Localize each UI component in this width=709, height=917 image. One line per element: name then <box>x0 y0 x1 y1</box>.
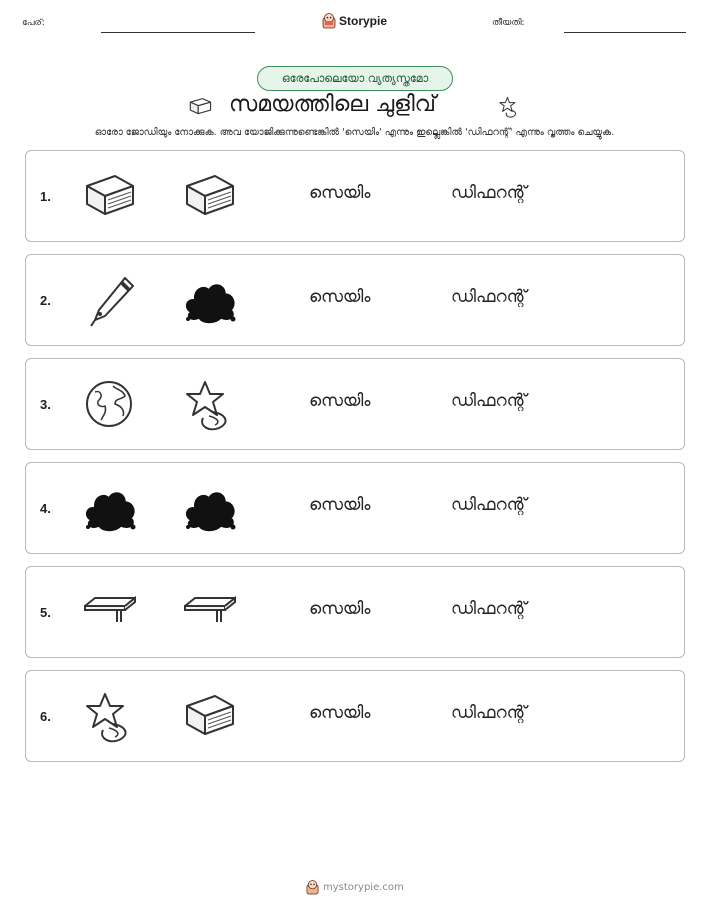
shooting-star-icon <box>181 376 237 432</box>
date-field[interactable] <box>564 32 686 33</box>
pair-number: 4. <box>40 501 51 516</box>
pair-card <box>25 462 685 554</box>
book-icon <box>81 168 137 224</box>
pair-card <box>25 358 685 450</box>
pair-number: 6. <box>40 709 51 724</box>
book-icon <box>181 168 237 224</box>
pair-number: 5. <box>40 605 51 620</box>
date-label: തീയതി: <box>492 18 525 28</box>
different-option[interactable]: ഡിഫറന്റ് <box>451 703 527 723</box>
book-icon <box>186 96 214 118</box>
same-option[interactable]: സെയിം <box>309 183 371 203</box>
shelf-icon <box>181 584 237 640</box>
storypie-mascot-icon <box>322 13 336 29</box>
brand-name: Storypie <box>339 14 388 28</box>
pair-card <box>25 150 685 242</box>
pair-number: 3. <box>40 397 51 412</box>
book-icon <box>181 688 237 744</box>
same-option[interactable]: സെയിം <box>309 703 371 723</box>
same-option[interactable]: സെയിം <box>309 391 371 411</box>
different-option[interactable]: ഡിഫറന്റ് <box>451 183 527 203</box>
globe-icon <box>81 376 137 432</box>
different-option[interactable]: ഡിഫറന്റ് <box>451 287 527 307</box>
pen-icon <box>81 272 137 328</box>
ink-blot-icon <box>181 272 237 328</box>
page-title: സമയത്തിലെ ചുളിവ് <box>229 92 436 117</box>
pair-card <box>25 670 685 762</box>
brand-logo <box>322 13 387 29</box>
different-option[interactable]: ഡിഫറന്റ് <box>451 599 527 619</box>
pair-card <box>25 254 685 346</box>
instructions: ഓരോ ജോഡിയും നോക്കുക. അവ യോജിക്കുന്നുണ്ടെങ്കിൽ 'സെയിം' എന്നും ഇല്ലെങ്കിൽ 'ഡിഫറന്റ്' എന്നും വൃത്തം ചെയ്യുക. <box>94 127 615 138</box>
ink-blot-icon <box>81 480 137 536</box>
footer <box>306 880 404 895</box>
ink-blot-icon <box>181 480 237 536</box>
same-option[interactable]: സെയിം <box>309 495 371 515</box>
worksheet-type-badge: ഒരേപോലെയോ വ്യത്യസ്തമോ <box>257 66 453 91</box>
different-option[interactable]: ഡിഫറന്റ് <box>451 495 527 515</box>
pair-number: 1. <box>40 189 51 204</box>
title-row <box>0 92 709 122</box>
name-field[interactable] <box>101 32 255 33</box>
different-option[interactable]: ഡിഫറന്റ് <box>451 391 527 411</box>
name-label: പേര്: <box>22 18 45 28</box>
footer-url: mystorypie.com <box>323 882 404 893</box>
pair-card <box>25 566 685 658</box>
shooting-star-icon <box>497 94 521 120</box>
same-option[interactable]: സെയിം <box>309 287 371 307</box>
storypie-mascot-icon <box>306 880 319 895</box>
shooting-star-icon <box>81 688 137 744</box>
shelf-icon <box>81 584 137 640</box>
pair-number: 2. <box>40 293 51 308</box>
same-option[interactable]: സെയിം <box>309 599 371 619</box>
